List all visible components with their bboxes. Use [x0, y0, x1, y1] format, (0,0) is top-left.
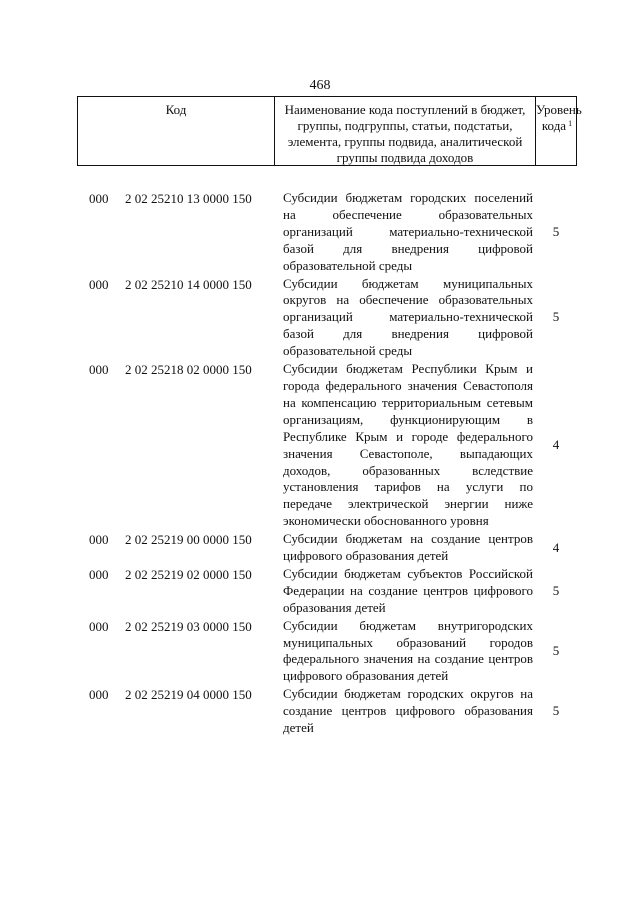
income-name: Субсидии бюджетам внутригородских муниципальных образований городов федерального значения на создание центров цифрового образования детей	[283, 617, 533, 684]
income-code: 2 02 25219 02 0000 150	[125, 566, 252, 582]
table-row	[77, 566, 577, 617]
income-name: Субсидии бюджетам Республики Крым и города федерального значения Севастополя на компенсацию территориальным сетевым организациям, функционирующим в Республике Крым и городе федерального значения Севастополе, выпадающих доходов, образованных вследствие установления тарифов на услуги по передаче электрической энергии ниже экономически обоснованного уровня	[283, 361, 533, 529]
footnote-marker: 1	[568, 119, 573, 128]
income-code: 2 02 25219 00 0000 150	[125, 532, 252, 548]
header-level	[536, 97, 582, 166]
income-name: Субсидии бюджетам городских округов на создание центров цифрового образования детей	[283, 686, 533, 736]
table-row	[77, 276, 577, 361]
income-code: 2 02 25219 04 0000 150	[125, 687, 252, 703]
budget-level: 5	[552, 309, 560, 325]
budget-level: 5	[552, 643, 560, 659]
income-name: Субсидии бюджетам муниципальных округов на обеспечение образовательных организаций материально-технической базой для внедрения цифровой образовательной среды	[283, 275, 533, 359]
income-code: 2 02 25210 14 0000 150	[125, 276, 252, 292]
table-row	[77, 618, 577, 686]
page-number: 468	[309, 78, 331, 93]
admin-code: 000	[89, 191, 109, 206]
admin-code: 000	[89, 362, 109, 378]
header-level-word2: кода	[541, 118, 567, 133]
table-row	[77, 190, 577, 275]
table-row	[77, 531, 577, 565]
header-code: Код	[78, 97, 275, 166]
budget-level: 4	[552, 437, 560, 453]
income-name: Субсидии бюджетам городских поселений на обеспечение образовательных организаций материально-технической базой для внедрения цифровой образовательной среды	[283, 190, 533, 273]
income-name: Субсидии бюджетам на создание центров цифрового образования детей	[283, 531, 533, 564]
budget-level: 5	[552, 703, 560, 719]
table-row	[77, 361, 577, 530]
income-code: 2 02 25218 02 0000 150	[125, 362, 252, 378]
admin-code: 000	[89, 532, 109, 548]
budget-level: 5	[552, 582, 560, 598]
admin-code: 000	[89, 618, 109, 634]
header-level-word1: Уровень	[536, 102, 582, 117]
table-body	[77, 190, 577, 738]
table-row	[77, 686, 577, 737]
income-code: 2 02 25219 03 0000 150	[125, 618, 252, 634]
admin-code: 000	[89, 566, 109, 582]
admin-code: 000	[89, 687, 109, 703]
table-header	[77, 96, 582, 166]
header-name: Наименование кода поступлений в бюджет, группы, подгруппы, статьи, подстатьи, элемента, группы подвида, аналитической группы подвида доходов	[275, 97, 536, 166]
income-name: Субсидии бюджетам субъектов Российской Федерации на создание центров цифрового образования детей	[283, 565, 533, 615]
income-code: 2 02 25210 13 0000 150	[125, 191, 252, 206]
admin-code: 000	[89, 276, 109, 292]
budget-level: 5	[552, 223, 560, 239]
budget-level: 4	[552, 539, 560, 555]
